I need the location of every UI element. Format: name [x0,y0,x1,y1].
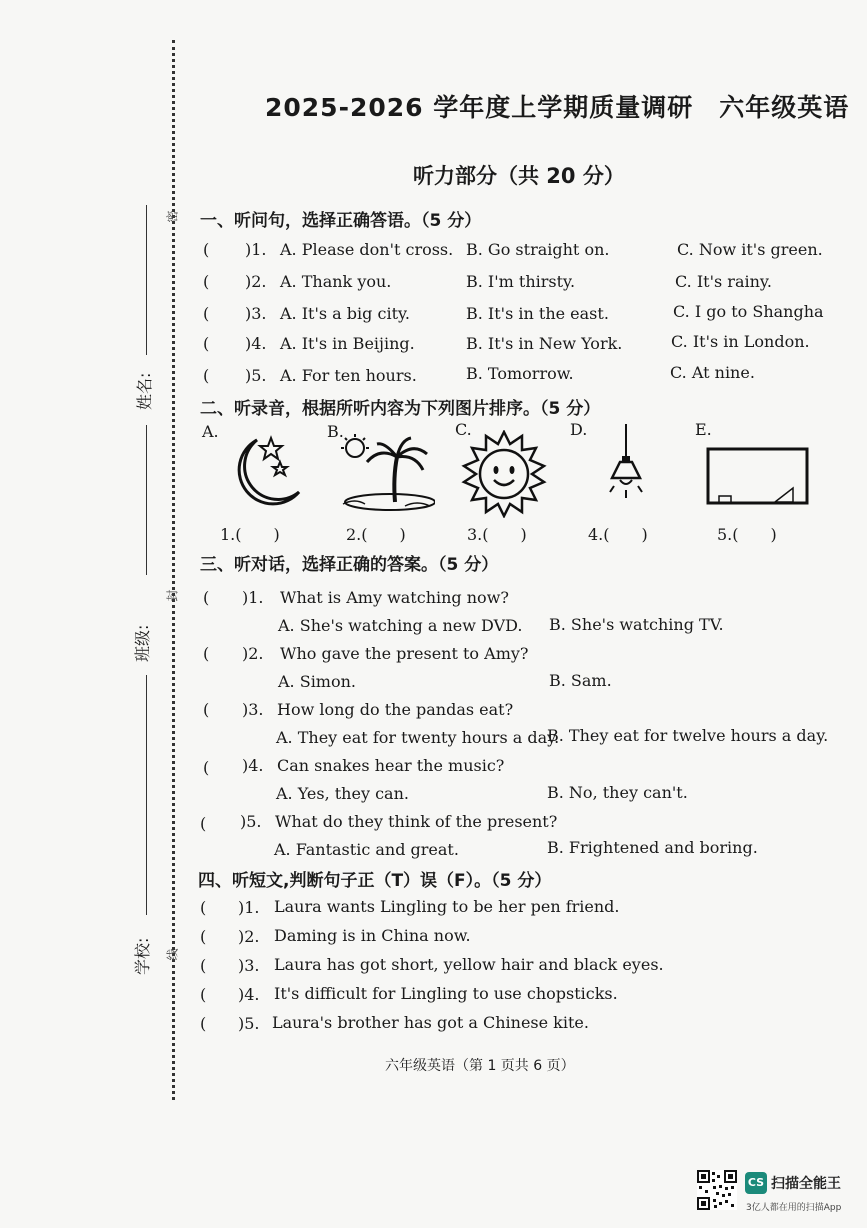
section4-heading: 四、听短文,判断句子正（T）误（F）。（5 分） [198,871,552,891]
school-label: 学校: [133,937,152,975]
question-text: How long do the pandas eat? [277,700,514,719]
camscanner-tagline: 3亿人都在用的扫描App [746,1203,842,1213]
option-c: C. It's rainy. [675,272,772,291]
exam-title: 2025-2026 学年度上学期质量调研 六年级英语 [265,93,850,122]
order-blank-5[interactable]: 5.( ) [717,525,777,544]
option-a: A. Fantastic and great. [274,840,459,859]
order-blank-2[interactable]: 2.( ) [346,525,406,544]
item-number: )5. [238,1014,260,1033]
binding-mark-close: 封 [165,589,180,602]
question-text: Who gave the present to Amy? [280,644,529,663]
item-number: )2. [245,272,267,291]
statement-text: Daming is in China now. [274,926,471,945]
blackboard-icon [705,446,810,508]
section3-heading: 三、听对话，选择正确的答案。（5 分） [200,555,499,575]
camscanner-logo: CS [745,1172,767,1194]
order-blank-1[interactable]: 1.( ) [220,525,280,544]
option-c: C. It's in London. [671,332,810,351]
item-number: )2. [242,644,264,663]
item-number: )1. [238,898,260,917]
item-number: )1. [242,588,264,607]
order-blank-3[interactable]: 3.( ) [467,525,527,544]
option-b: B. Frightened and boring. [547,838,758,857]
qr-code-icon [697,1170,737,1210]
picture-letter-b: B. [327,422,344,441]
option-a: A. Yes, they can. [276,784,409,803]
binding-mark-seal: 密 [165,210,180,223]
option-b: B. Tomorrow. [466,364,574,383]
question-text: Can snakes hear the music? [277,756,505,775]
option-b: B. It's in the east. [466,304,609,323]
item-number: )4. [242,756,264,775]
option-a: A. She's watching a new DVD. [278,616,523,635]
option-a: A. They eat for twenty hours a day. [276,728,560,747]
option-b: B. They eat for twelve hours a day. [547,726,829,745]
option-a: A. It's a big city. [280,304,410,323]
statement-text: Laura's brother has got a Chinese kite. [272,1013,589,1032]
item-number: )5. [245,366,267,385]
class-blank-line [146,675,147,915]
binding-dotted-line [172,40,175,1100]
option-b: B. I'm thirsty. [466,272,576,291]
option-a: A. Simon. [278,672,356,691]
listening-subtitle: 听力部分（共 20 分） [413,164,625,188]
statement-text: Laura wants Lingling to be her pen friend. [274,897,620,916]
item-number: )5. [240,812,262,831]
picture-letter-d: D. [570,420,588,439]
camscanner-name: 扫描全能王 [771,1176,841,1192]
statement-text: Laura has got short, yellow hair and black eyes. [274,955,664,974]
palm-island-icon [335,432,435,512]
option-a: A. Please don't cross. [280,240,454,259]
option-b: B. She's watching TV. [549,615,724,634]
item-number: )2. [238,927,260,946]
item-number: )3. [238,956,260,975]
option-b: B. No, they can't. [547,783,688,802]
smiling-sun-icon [460,430,548,518]
class-blank-line-top [146,425,147,575]
option-b: B. It's in New York. [466,334,623,353]
picture-letter-e: E. [695,420,712,439]
name-blank-line [146,205,147,355]
item-number: )3. [245,304,267,323]
hanging-lamp-icon [600,422,652,502]
name-label: 姓名: [135,372,154,410]
question-text: What is Amy watching now? [280,588,509,607]
item-number: )4. [245,334,267,353]
section2-heading: 二、听录音，根据所听内容为下列图片排序。（5 分） [200,399,601,419]
item-number: )4. [238,985,260,1004]
statement-text: It's difficult for Lingling to use chopsticks. [274,984,618,1003]
option-a: A. It's in Beijing. [280,334,415,353]
option-b: B. Go straight on. [466,240,610,259]
item-number: )1. [245,240,267,259]
option-c: C. At nine. [670,363,755,382]
binding-mark-line: 线 [165,948,180,961]
picture-letter-a: A. [202,422,219,441]
page-footer: 六年级英语（第 1 页共 6 页） [385,1058,575,1074]
section1-heading: 一、听问句，选择正确答语。（5 分） [200,211,482,231]
option-b: B. Sam. [549,671,612,690]
option-a: A. Thank you. [280,272,392,291]
option-c: C. Now it's green. [677,240,823,259]
option-a: A. For ten hours. [280,366,417,385]
item-number: )3. [242,700,264,719]
picture-letter-c: C. [455,420,472,439]
option-c: C. I go to Shangha [673,302,824,321]
order-blank-4[interactable]: 4.( ) [588,525,648,544]
class-label: 班级: [133,624,152,662]
moon-stars-icon [225,432,305,512]
question-text: What do they think of the present? [275,812,558,831]
